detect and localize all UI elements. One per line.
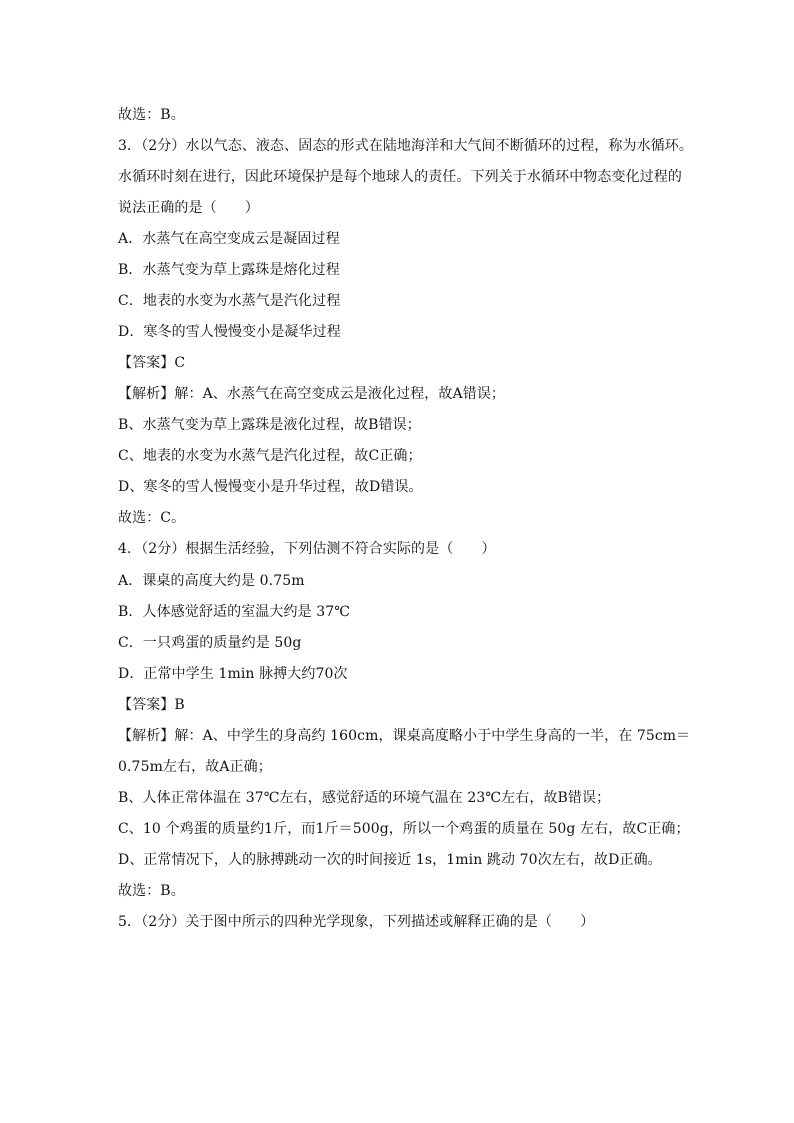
text-line: C、10 个鸡蛋的质量约1斤，而1斤＝500g，所以一个鸡蛋的质量在 50g 左右，故C正确；	[118, 821, 690, 837]
text-line: 故选：B。	[118, 883, 185, 899]
text-line: 0.75m左右，故A正确；	[118, 759, 272, 775]
text-line: 水循环时刻在进行，因此环境保护是每个地球人的责任。下列关于水循环中物态变化过程的	[118, 169, 682, 185]
text-line: B、水蒸气变为草上露珠是液化过程，故B错误；	[118, 417, 421, 433]
answer-line: 【答案】B	[118, 697, 185, 713]
option-line: A．课桌的高度大约是 0.75m	[118, 573, 305, 589]
text-line: 故选：C。	[118, 510, 186, 526]
question-line: 4．（2分）根据生活经验，下列估测不符合实际的是（ ）	[118, 541, 496, 557]
option-line: C．地表的水变为水蒸气是汽化过程	[118, 293, 341, 309]
option-line: A．水蒸气在高空变成云是凝固过程	[118, 231, 340, 247]
question-line: 5．（2分）关于图中所示的四种光学现象，下列描述或解释正确的是（ ）	[118, 914, 595, 930]
option-line: B．水蒸气变为草上露珠是熔化过程	[118, 262, 340, 278]
text-line: D、寒冬的雪人慢慢变小是升华过程，故D错误。	[118, 479, 423, 495]
option-line: D．寒冬的雪人慢慢变小是凝华过程	[118, 324, 341, 340]
text-line: 故选：B。	[118, 107, 185, 123]
option-line: D．正常中学生 1min 脉搏大约70次	[118, 666, 348, 682]
option-line: C．一只鸡蛋的质量约是 50g	[118, 635, 302, 651]
analysis-line: 【解析】解：A、水蒸气在高空变成云是液化过程，故A错误；	[118, 386, 506, 402]
text-line: D、正常情况下，人的脉搏跳动一次的时间接近 1s，1min 跳动 70次左右，故D正确。	[118, 852, 662, 868]
text-line: B、人体正常体温在 37℃左右，感觉舒适的环境气温在 23℃左右，故B错误；	[118, 790, 611, 806]
text-line: C、地表的水变为水蒸气是汽化过程，故C正确；	[118, 448, 422, 464]
analysis-line: 【解析】解：A、中学生的身高约 160cm，课桌高度略小于中学生身高的一半，在 75cm＝	[118, 728, 691, 744]
option-line: B．人体感觉舒适的室温大约是 37℃	[118, 604, 351, 620]
text-line: 说法正确的是（ ）	[118, 200, 259, 216]
answer-line: 【答案】C	[118, 355, 186, 371]
text-line: 3．（2分）水以气态、液态、固态的形式在陆地海洋和大气间不断循环的过程，称为水循环。	[118, 138, 694, 154]
